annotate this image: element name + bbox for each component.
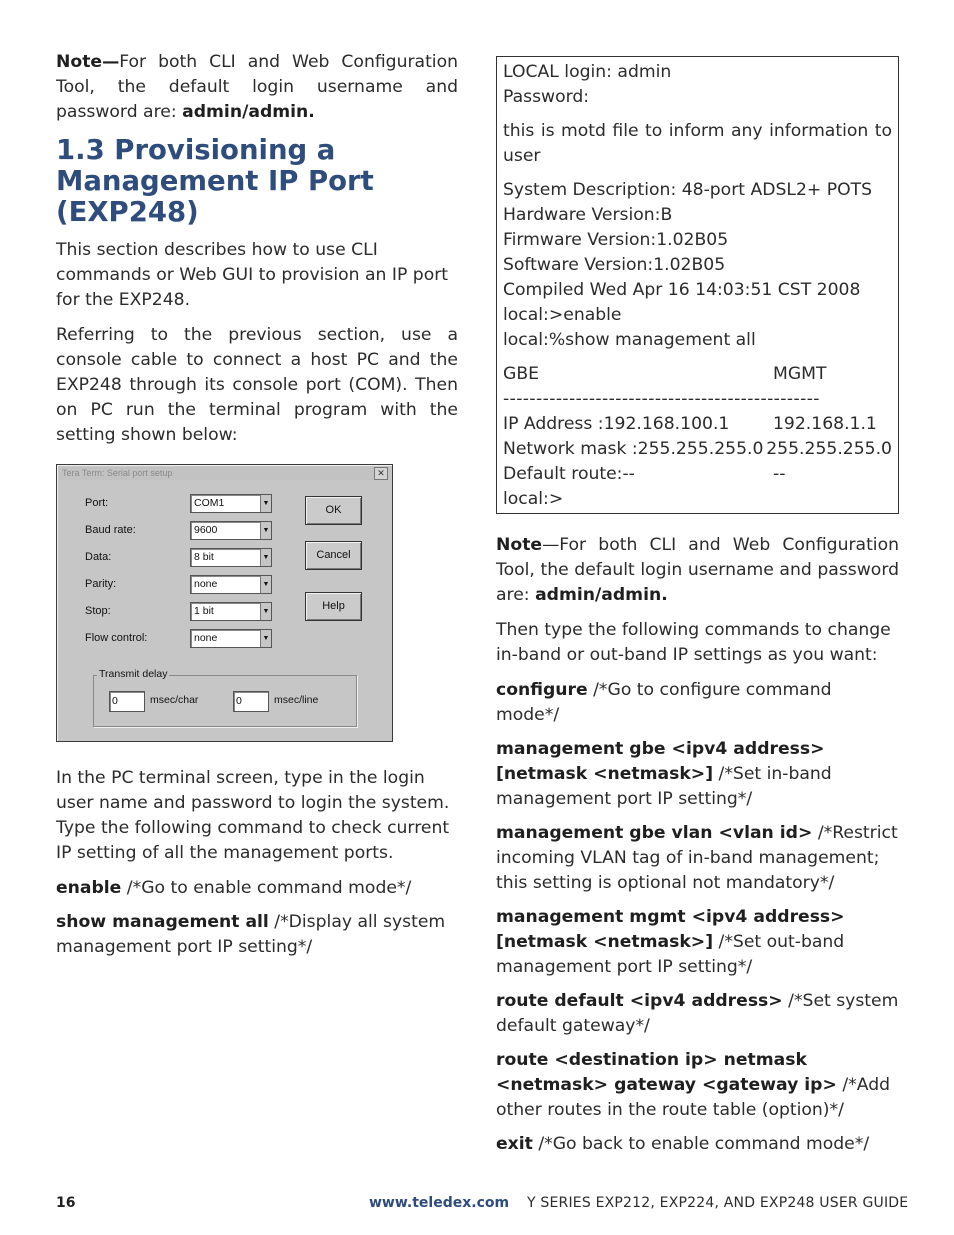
command-keyword: show management all (56, 912, 269, 932)
command-route-default (496, 989, 899, 1039)
parity-select[interactable] (190, 575, 272, 594)
login-paragraph: In the PC terminal screen, type in the login user name and password to login the system. Type the following command to check current IP setting of all the management ports. (56, 768, 450, 863)
section-heading: 1.3 Provisioning a Management IP Port (EXP248) (56, 134, 374, 228)
intro-paragraph: This section describes how to use CLI commands or Web GUI to provision an IP port for the EXP248. (56, 240, 449, 310)
command-keyword: management gbe vlan <vlan id> (496, 823, 813, 843)
chevron-down-icon[interactable]: ▼ (260, 522, 271, 539)
terminal-line: local:%show management all (503, 330, 756, 350)
mgmt-network-mask: 255.255.255.0 (766, 439, 892, 459)
column-header-gbe: GBE (503, 364, 539, 384)
port-select[interactable] (190, 494, 272, 513)
chevron-down-icon[interactable]: ▼ (260, 549, 271, 566)
data-select[interactable] (190, 548, 272, 567)
dialog-title-bar (59, 467, 390, 480)
flow-control-value: none (194, 632, 218, 644)
flow-control-label: Flow control: (85, 632, 148, 644)
command-comment: /*Go to enable command mode*/ (121, 878, 412, 898)
console-paragraph: Referring to the previous section, use a console cable to connect a host PC and the EXP248 through its console port (COM). Then on PC run the terminal program with the setting shown below: (56, 325, 458, 445)
note-text: —For both CLI and Web Configuration Tool, the default login username and password are: (496, 535, 899, 605)
chevron-down-icon[interactable]: ▼ (260, 603, 271, 620)
command-comment: /*Go to configure command mode*/ (496, 680, 832, 725)
commands-intro: Then type the following commands to change in-band or out-band IP settings as you want: (496, 620, 891, 665)
chevron-down-icon[interactable]: ▼ (260, 630, 271, 647)
parity-value: none (194, 578, 218, 590)
msec-char-label: msec/char (150, 694, 199, 706)
baud-rate-value: 9600 (194, 524, 218, 536)
note-login-repeat (496, 533, 899, 608)
left-column (56, 50, 458, 969)
terminal-line: LOCAL login: admin (503, 62, 672, 82)
chevron-down-icon[interactable]: ▼ (260, 576, 271, 593)
command-exit (496, 1132, 899, 1157)
terminal-line: Compiled Wed Apr 16 14:03:51 CST 2008 (503, 280, 861, 300)
command-keyword: enable (56, 878, 122, 898)
gbe-ip-address: IP Address :192.168.100.1 (503, 414, 730, 434)
help-button[interactable]: Help (305, 592, 362, 621)
terminal-table-row (503, 437, 892, 462)
footer-url[interactable]: www.teledex.com (369, 1195, 510, 1211)
chevron-down-icon[interactable]: ▼ (260, 495, 271, 512)
flow-control-select[interactable] (190, 629, 272, 648)
terminal-line: Software Version:1.02B05 (503, 255, 726, 275)
delay-line-input[interactable]: 0 (233, 691, 269, 712)
note-text: For both CLI and Web Configuration Tool, the default login username and password are: (56, 52, 458, 122)
baud-rate-label: Baud rate: (85, 524, 136, 536)
command-comment: /*Go back to enable command mode*/ (532, 1134, 870, 1154)
command-management-gbe (496, 737, 899, 812)
command-management-mgmt (496, 905, 899, 980)
command-keyword: management mgmt <ipv4 address> [netmask <netmask>] (496, 907, 845, 952)
port-value: COM1 (194, 497, 225, 509)
data-value: 8 bit (194, 551, 214, 563)
command-comment: /*Set in-band management port IP setting*/ (496, 764, 832, 809)
mgmt-ip-address: 192.168.1.1 (773, 414, 877, 434)
dialog-title: Tera Term: Serial port setup (62, 468, 173, 478)
command-comment: /*Add other routes in the route table (option)*/ (496, 1075, 891, 1120)
command-comment: /*Display all system management port IP setting*/ (56, 912, 446, 957)
terminal-line: local:>enable (503, 305, 622, 325)
parity-label: Parity: (85, 578, 117, 590)
terminal-motd: this is motd file to inform any information to user (503, 121, 892, 166)
command-keyword: exit (496, 1134, 533, 1154)
command-management-gbe-vlan (496, 821, 899, 896)
note-login (56, 50, 458, 125)
right-column (496, 56, 899, 1166)
note-credentials: admin/admin. (182, 102, 315, 122)
msec-line-label: msec/line (274, 694, 319, 706)
command-keyword: route default <ipv4 address> (496, 991, 783, 1011)
command-configure (496, 678, 899, 728)
close-icon[interactable]: ✕ (374, 467, 388, 480)
command-keyword: route <destination ip> netmask <netmask> gateway <gateway ip> (496, 1050, 837, 1095)
column-header-mgmt: MGMT (773, 364, 827, 384)
gbe-network-mask: Network mask :255.255.255.0 (503, 439, 764, 459)
terminal-line: Firmware Version:1.02B05 (503, 230, 729, 250)
command-route-add (496, 1048, 899, 1123)
data-label: Data: (85, 551, 112, 563)
terminal-line: System Description: 48-port ADSL2+ POTS (503, 180, 873, 200)
stop-label: Stop: (85, 605, 111, 617)
terminal-table-row (503, 412, 892, 437)
ok-button[interactable]: OK (305, 496, 362, 525)
command-comment: /*Restrict incoming VLAN tag of in-band management; this setting is optional not mandatory*/ (496, 823, 898, 893)
terminal-table-header (503, 362, 892, 387)
note-label: Note (496, 535, 543, 555)
baud-rate-select[interactable] (190, 521, 272, 540)
command-show-management (56, 910, 458, 960)
command-keyword: configure (496, 680, 588, 700)
note-credentials: admin/admin. (535, 585, 668, 605)
port-label: Port: (85, 497, 109, 509)
note-label: Note— (56, 52, 120, 72)
gbe-default-route: Default route:-- (503, 464, 635, 484)
stop-select[interactable] (190, 602, 272, 621)
footer-guide-title: Y SERIES EXP212, EXP224, AND EXP248 USER GUIDE (527, 1195, 909, 1211)
terminal-line: Hardware Version:B (503, 205, 673, 225)
terminal-table-row (503, 462, 892, 487)
transmit-delay-label: Transmit delay (99, 668, 168, 680)
serial-port-setup-dialog (56, 464, 393, 742)
terminal-output-box (496, 56, 899, 514)
command-comment: /*Set out-band management port IP setting*/ (496, 932, 845, 977)
stop-value: 1 bit (194, 605, 214, 617)
command-keyword: management gbe <ipv4 address> [netmask <netmask>] (496, 739, 825, 784)
command-enable (56, 876, 458, 901)
command-comment: /*Set system default gateway*/ (496, 991, 899, 1036)
terminal-prompt: local:> (503, 489, 564, 509)
terminal-line: Password: (503, 87, 590, 107)
terminal-separator: ------------------------------------------------ (503, 389, 820, 409)
mgmt-default-route: -- (773, 464, 786, 484)
cancel-button[interactable]: Cancel (305, 541, 362, 570)
delay-char-input[interactable]: 0 (109, 691, 145, 712)
page-number: 16 (56, 1195, 76, 1211)
